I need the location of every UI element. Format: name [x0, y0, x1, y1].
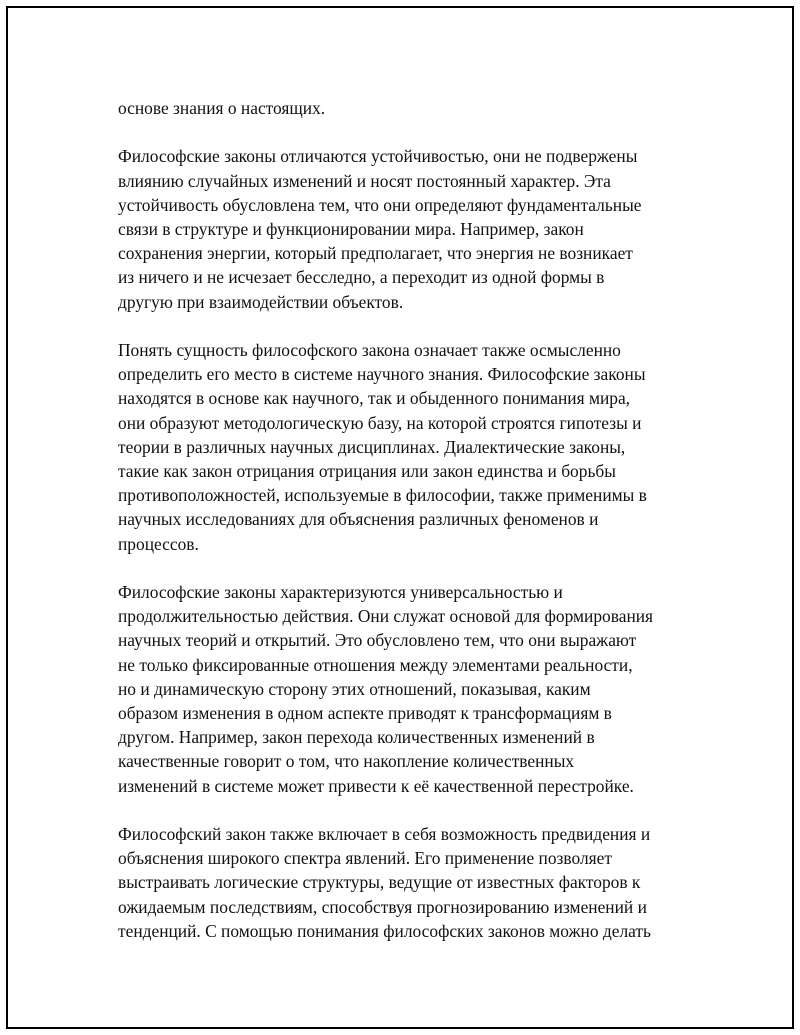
- text-line: продолжительностью действия. Они служат основой для формирования: [118, 606, 654, 627]
- text-line: процессов.: [118, 533, 199, 554]
- text-line: основе знания о настоящих.: [118, 98, 326, 118]
- text-line: не только фиксированные отношения между элементами реальности,: [118, 654, 633, 675]
- text-line: находятся в основе как научного, так и обыденного понимания мира,: [118, 388, 631, 409]
- text-line: определить его место в системе научного знания. Философские законы: [118, 364, 646, 385]
- paragraph-1: [118, 96, 688, 120]
- text-line: влиянию случайных изменений и носят постоянный характер. Эта: [118, 170, 611, 191]
- text-line: тенденций. С помощью понимания философских законов можно делать: [118, 920, 651, 941]
- text-line: образом изменения в одном аспекте приводят к трансформациям в: [118, 703, 612, 724]
- paragraph-4: [118, 580, 688, 798]
- text-line: противоположностей, используемые в философии, также применимы в: [118, 485, 647, 506]
- text-line: они образуют методологическую базу, на которой строятся гипотезы и: [118, 412, 642, 433]
- text-line: Философские законы характеризуются универсальностью и: [118, 582, 563, 603]
- text-line: но и динамическую сторону этих отношений, показывая, каким: [118, 678, 591, 699]
- text-line: связи в структуре и функционировании мира. Например, закон: [118, 219, 584, 239]
- text-line: сохранения энергии, который предполагает, что энергия не возникает: [118, 243, 633, 264]
- text-line: устойчивость обусловлена тем, что они определяют фундаментальные: [118, 194, 642, 215]
- text-line: научных исследованиях для объяснения различных феноменов и: [118, 509, 599, 530]
- text-line: теории в различных научных дисциплинах. Диалектические законы,: [118, 436, 626, 457]
- paragraph-3: [118, 338, 688, 556]
- text-line: объяснения широкого спектра явлений. Его применение позволяет: [118, 848, 612, 869]
- text-line: научных теорий и открытий. Это обусловлено тем, что они выражают: [118, 630, 637, 651]
- text-line: Понять сущность философского закона означает также осмысленно: [118, 340, 621, 360]
- paragraph-2: [118, 144, 688, 313]
- paragraph-5: [118, 822, 688, 943]
- text-line: Философский закон также включает в себя возможность предвидения и: [118, 824, 651, 845]
- text-line: качественные говорит о том, что накопление количественных: [118, 751, 575, 772]
- text-line: Философские законы отличаются устойчивостью, они не подвержены: [118, 146, 638, 167]
- text-line: ожидаемым последствиям, способствуя прогнозированию изменений и: [118, 896, 647, 917]
- text-line: такие как закон отрицания отрицания или закон единства и борьбы: [118, 461, 616, 482]
- text-line: из ничего и не исчезает бесследно, а переходит из одной формы в: [118, 267, 605, 288]
- text-line: другую при взаимодействии объектов.: [118, 291, 404, 312]
- text-line: изменений в системе может привести к её качественной перестройке.: [118, 775, 634, 796]
- document-body: [118, 96, 688, 943]
- text-line: выстраивать логические структуры, ведущие от известных факторов к: [118, 872, 641, 893]
- text-line: другом. Например, закон перехода количественных изменений в: [118, 727, 595, 748]
